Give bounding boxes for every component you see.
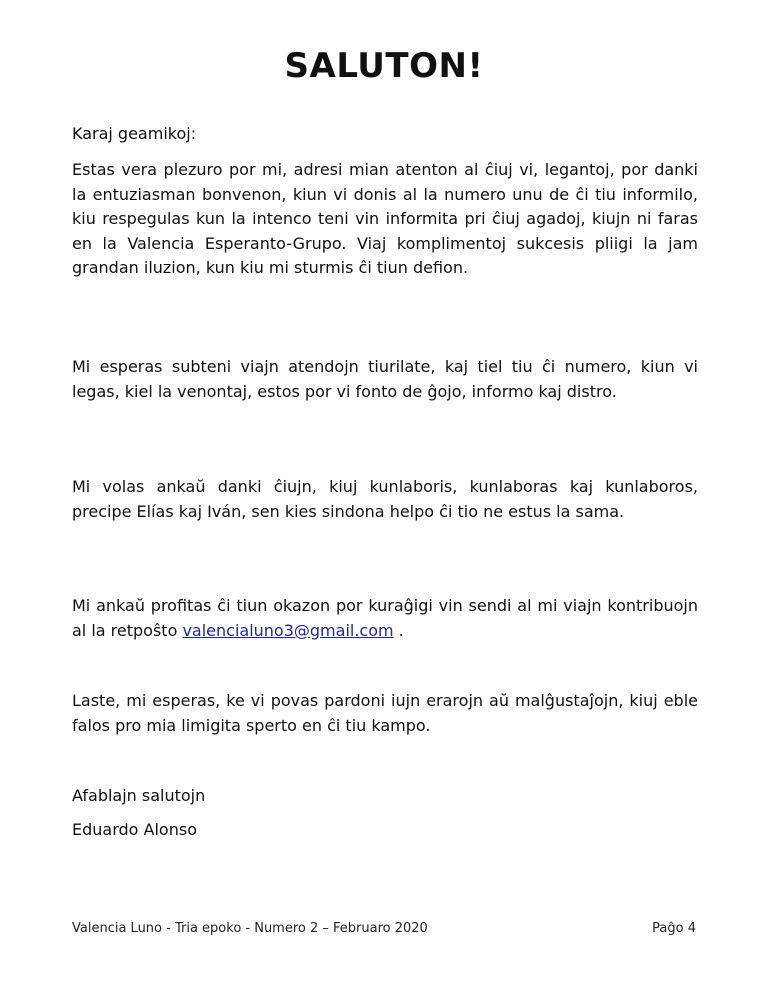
signature: Eduardo Alonso [72,820,197,839]
paragraph-4-text: Mi ankaŭ profitas ĉi tiun okazon por kuraĝigi vin sendi al mi viajn kontribuojn al la retpoŝto [72,596,698,640]
footer-publication: Valencia Luno - Tria epoko - Numero 2 – Februaro 2020 [72,921,428,936]
paragraph-2: Mi esperas subteni viajn atendojn tiurilate, kaj tiel tiu ĉi numero, kiun vi legas, kiel la venontaj, estos por vi fonto de ĝojo, informo kaj distro. [72,357,698,401]
paragraph-3: Mi volas ankaŭ danki ĉiujn, kiuj kunlaboris, kunlaboras kaj kunlaboros, precipe Elías kaj Iván, sen kies sindona helpo ĉi tio ne estus la sama. [72,477,698,521]
paragraph-5: Laste, mi esperas, ke vi povas pardoni iujn erarojn aŭ malĝustaĵojn, kiuj eble falos pro mia limigita sperto en ĉi tiu kampo. [72,691,698,735]
greeting: Karaj geamikoj: [72,124,197,143]
email-link[interactable]: valencialuno3@gmail.com [182,620,394,640]
page-title: SALUTON! [284,46,484,86]
closing: Afablajn salutojn [72,786,206,805]
paragraph-1: Estas vera plezuro por mi, adresi mian atenton al ĉiuj vi, legantoj, por danki la entuziasman bonvenon, kiun vi donis al la numero unu de ĉi tiu informilo, kiu respegulas kun la intenco teni vin informita pri ĉiuj agadoj, kiujn ni faras en la Valencia Esperanto-Grupo. Viaj komplimentoj sukcesis pliigi la jam grandan iluzion, kun kiu mi sturmis ĉi tiun defion. [72,160,698,277]
paragraph-4-end: . [393,620,404,640]
paragraph-4 [72,594,698,643]
footer-page-number: Paĝo 4 [652,921,696,936]
